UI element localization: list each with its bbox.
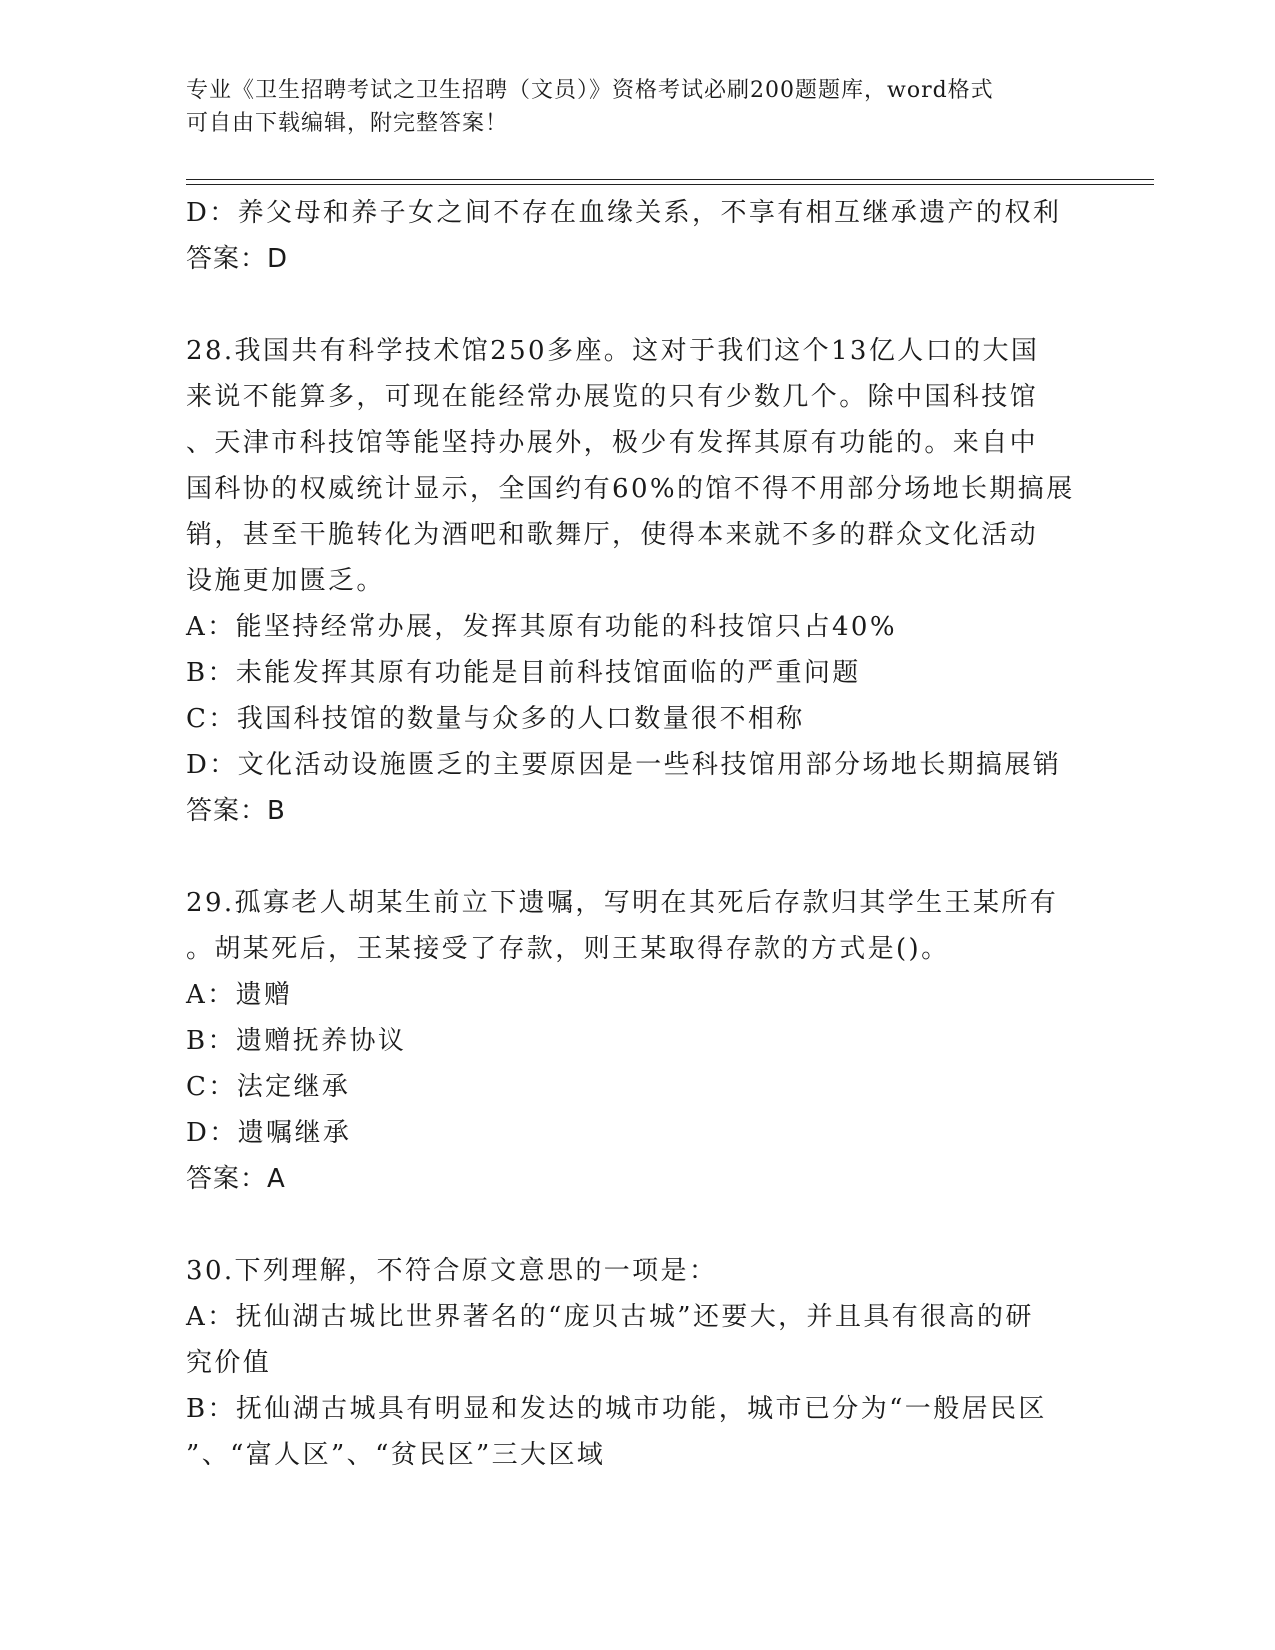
q30-option-b-line-1: B：抚仙湖古城具有明显和发达的城市功能，城市已分为“一般居民区 xyxy=(186,1394,1047,1424)
q29-answer: 答案：A xyxy=(186,1164,286,1194)
document-header xyxy=(186,74,1086,140)
q28-stem-line-5: 销，甚至干脆转化为酒吧和歌舞厅，使得本来就不多的群众文化活动 xyxy=(186,520,1039,550)
header-line-1: 专业《卫生招聘考试之卫生招聘（文员）》资格考试必刷200题题库，word格式 xyxy=(186,78,994,103)
spacer xyxy=(186,1202,1086,1248)
spacer xyxy=(186,282,1086,328)
q28-option-c: C：我国科技馆的数量与众多的人口数量很不相称 xyxy=(186,704,805,734)
question-27-tail xyxy=(186,190,1086,282)
header-line-2: 可自由下载编辑，附完整答案！ xyxy=(186,111,509,136)
q30-option-b-line-2: ”、“富人区”、“贫民区”三大区域 xyxy=(186,1440,606,1470)
q28-stem-line-4: 国科协的权威统计显示，全国约有60%的馆不得不用部分场地长期搞展 xyxy=(186,474,1075,504)
q30-stem: 30.下列理解，不符合原文意思的一项是： xyxy=(186,1256,718,1286)
q27-answer: 答案：D xyxy=(186,244,289,274)
q29-stem-line-2: 。胡某死后，王某接受了存款，则王某取得存款的方式是()。 xyxy=(186,934,950,964)
question-29 xyxy=(186,880,1086,1202)
document-body xyxy=(186,190,1086,1478)
q28-option-a: A：能坚持经常办展，发挥其原有功能的科技馆只占40% xyxy=(186,612,897,642)
q29-option-d: D：遗嘱继承 xyxy=(186,1118,352,1148)
q29-stem-line-1: 29.孤寡老人胡某生前立下遗嘱，写明在其死后存款归其学生王某所有 xyxy=(186,888,1059,918)
q29-option-c: C：法定继承 xyxy=(186,1072,351,1102)
q28-stem-line-3: 、天津市科技馆等能坚持办展外，极少有发挥其原有功能的。来自中 xyxy=(186,428,1039,458)
q27-option-d: D：养父母和养子女之间不存在血缘关系，不享有相互继承遗产的权利 xyxy=(186,198,1062,228)
q30-option-a-line-1: A：抚仙湖古城比世界著名的“庞贝古城”还要大，并且具有很高的研 xyxy=(186,1302,1034,1332)
q28-stem-line-1: 28.我国共有科学技术馆250多座。这对于我们这个13亿人口的大国 xyxy=(186,336,1040,366)
header-divider-top xyxy=(186,179,1154,180)
q29-option-b: B：遗赠抚养协议 xyxy=(186,1026,407,1056)
question-30 xyxy=(186,1248,1086,1478)
q29-option-a: A：遗赠 xyxy=(186,980,293,1010)
q28-stem-line-2: 来说不能算多，可现在能经常办展览的只有少数几个。除中国科技馆 xyxy=(186,382,1039,412)
q28-option-b: B：未能发挥其原有功能是目前科技馆面临的严重问题 xyxy=(186,658,861,688)
header-divider-bottom xyxy=(186,184,1154,185)
q28-option-d: D：文化活动设施匮乏的主要原因是一些科技馆用部分场地长期搞展销 xyxy=(186,750,1062,780)
question-28 xyxy=(186,328,1086,834)
q30-option-a-line-2: 究价值 xyxy=(186,1348,272,1378)
q28-answer: 答案：B xyxy=(186,796,286,826)
spacer xyxy=(186,834,1086,880)
q28-stem-line-6: 设施更加匮乏。 xyxy=(186,566,385,596)
